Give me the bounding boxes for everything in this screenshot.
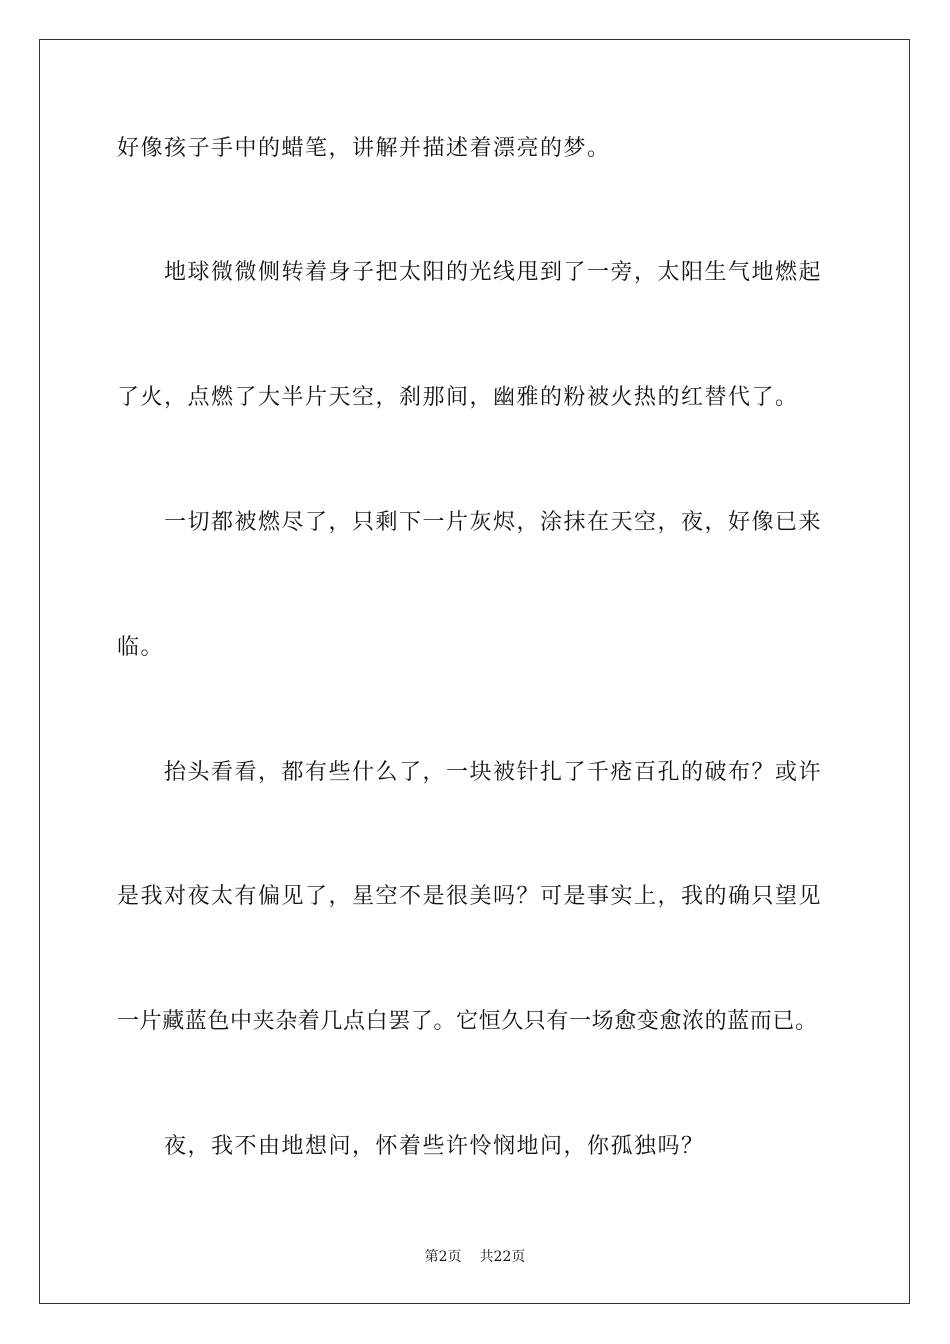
text-line: 夜，我不由地想问，怀着些许怜悯地问，你孤独吗？: [164, 1134, 705, 1159]
page-number: 第2页: [424, 1249, 462, 1265]
text-line: 地球微微侧转着身子把太阳的光线甩到了一旁，太阳生气地燃起: [164, 260, 823, 285]
text-line: 了火，点燃了大半片天空，刹那间，幽雅的粉被火热的红替代了。: [117, 385, 799, 410]
page-footer: [0, 1246, 950, 1266]
text-line: 临。: [117, 635, 165, 660]
page-total: 共22页: [479, 1249, 526, 1265]
text-line: 一片藏蓝色中夹杂着几点白罢了。它恒久只有一场愈变愈浓的蓝而已。: [117, 1009, 818, 1034]
text-line: 一切都被燃尽了，只剩下一片灰烬，涂抹在天空，夜，好像已来: [164, 510, 823, 535]
text-line: 抬头看看，都有些什么了，一块被针扎了千疮百孔的破布？或许: [164, 760, 823, 785]
page-frame: [39, 39, 910, 1304]
text-line: 是我对夜太有偏见了，星空不是很美吗？可是事实上，我的确只望见: [117, 884, 823, 909]
text-line: 好像孩子手中的蜡笔，讲解并描述着漂亮的梦。: [117, 136, 611, 161]
